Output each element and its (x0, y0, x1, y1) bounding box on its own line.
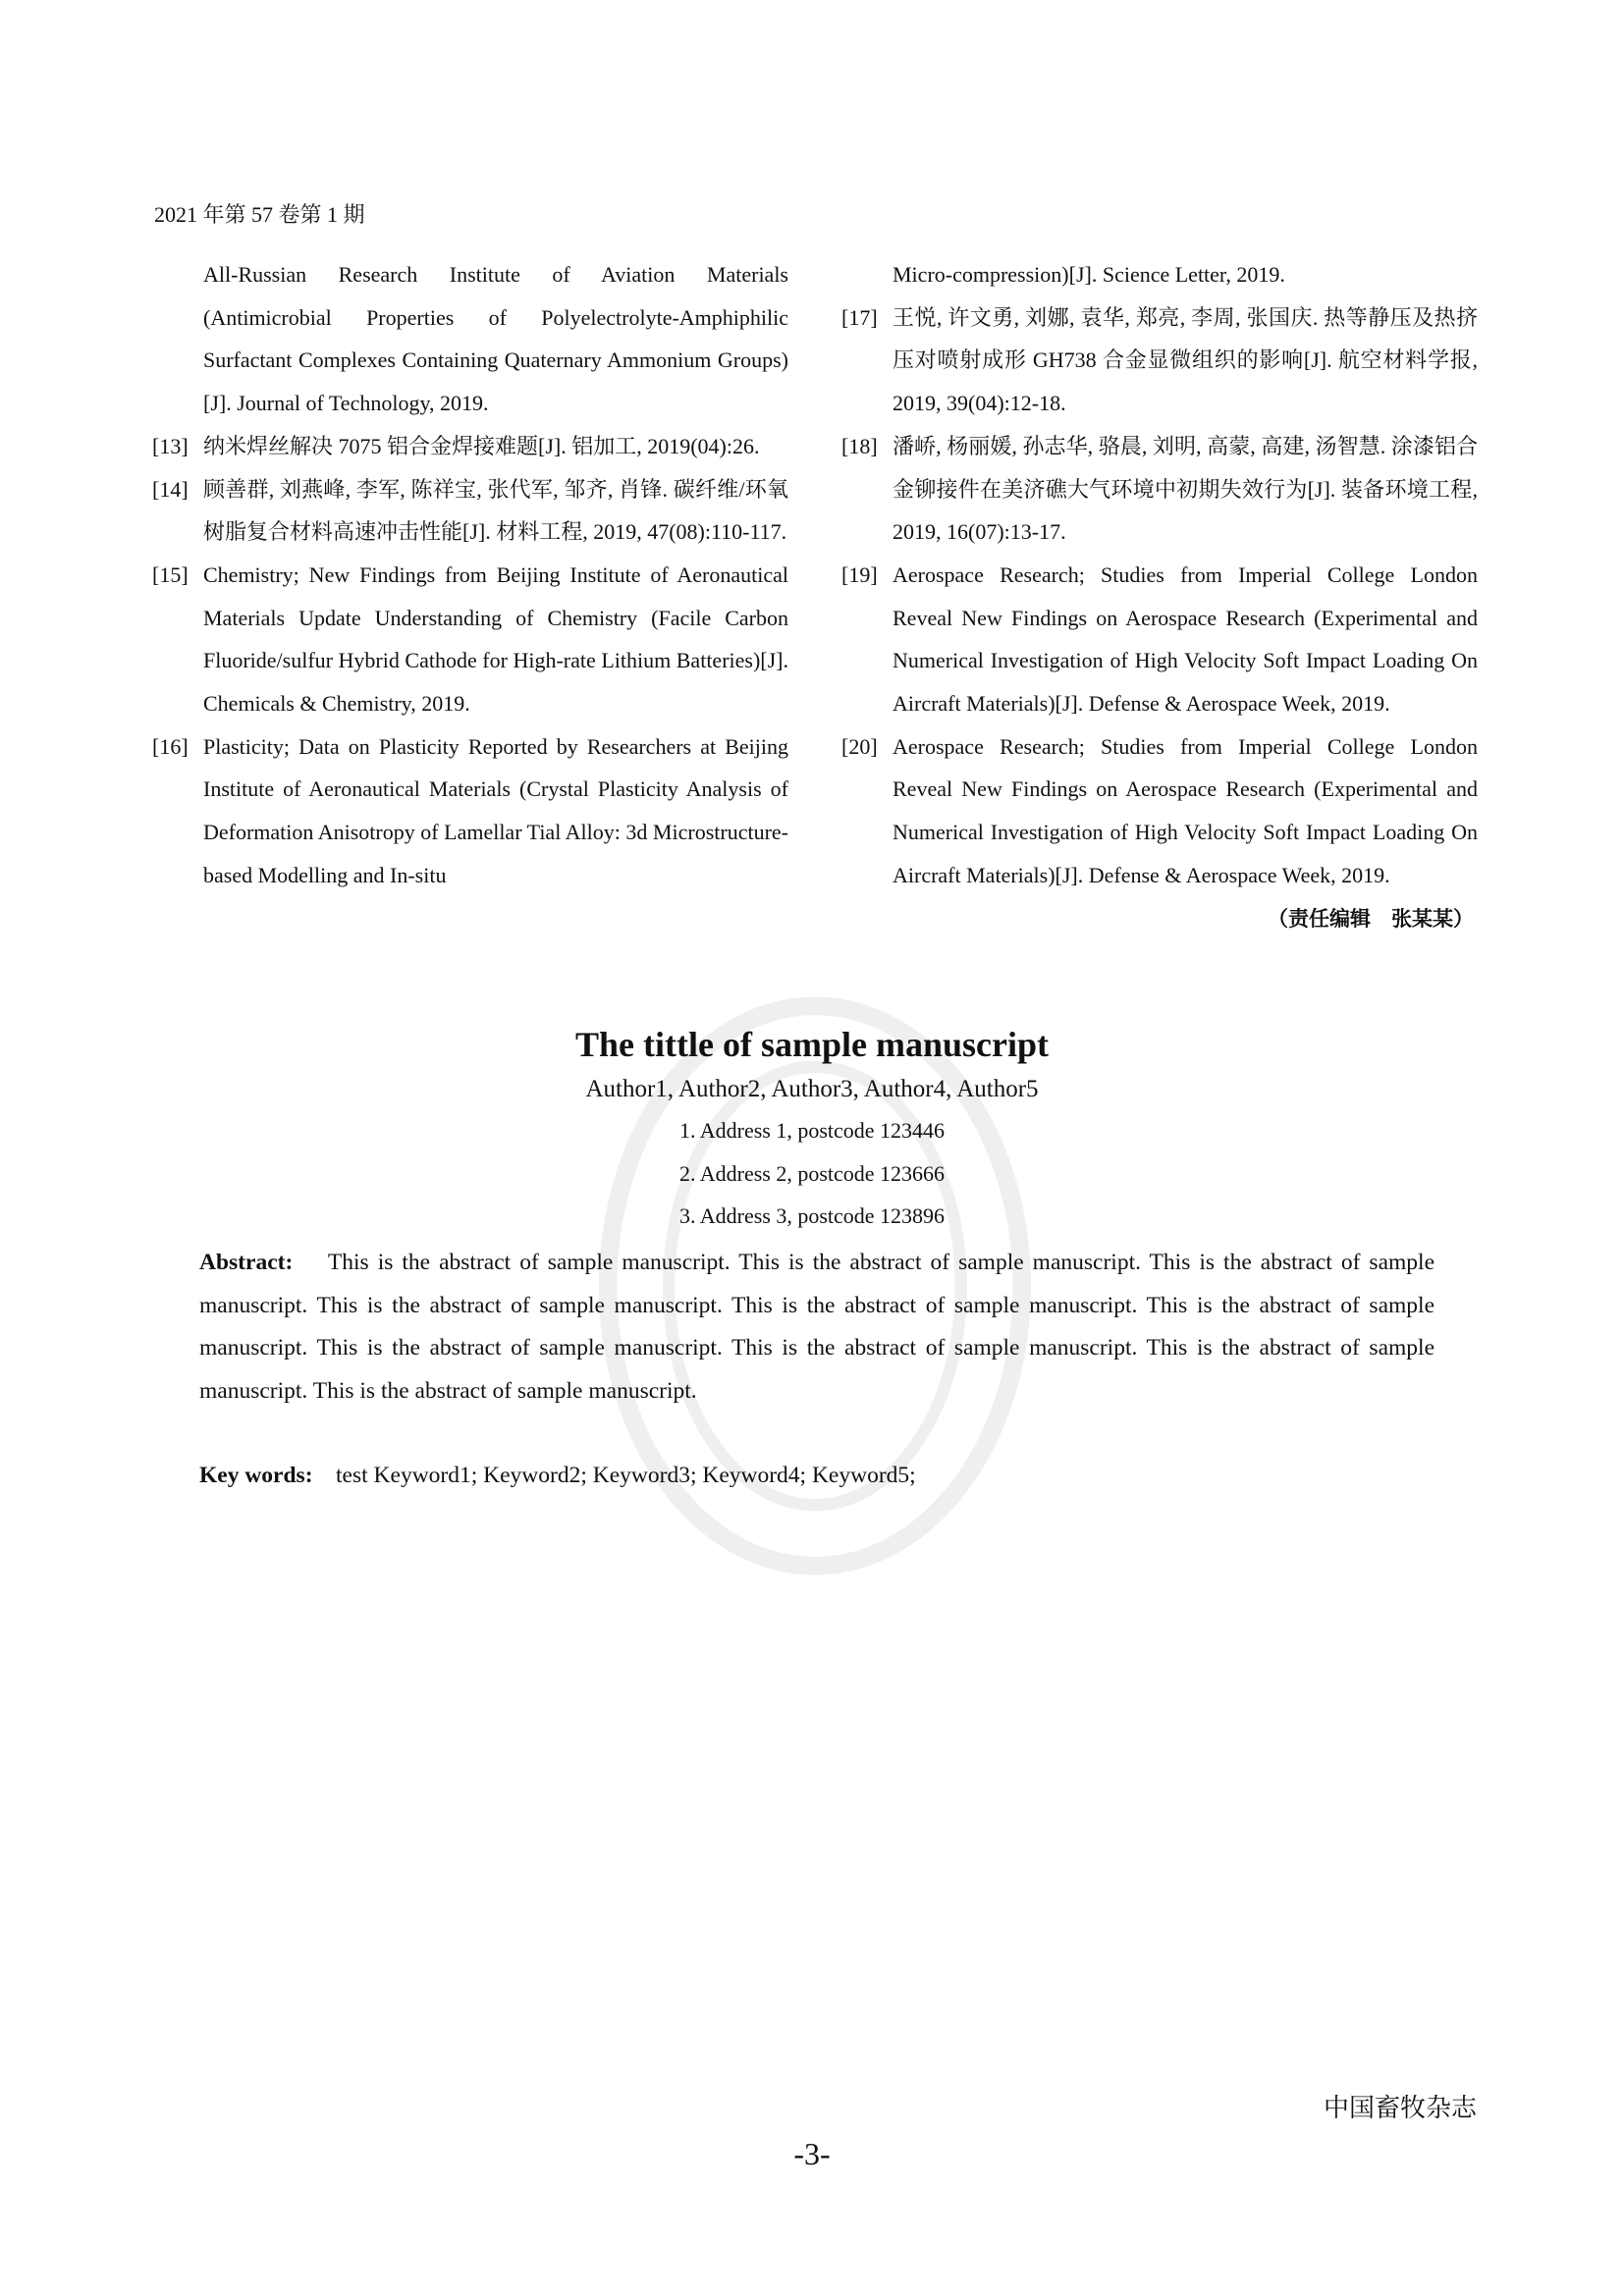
reference-number: [17] (841, 304, 878, 330)
reference-17 (841, 296, 1478, 425)
author-list: Author1, Author2, Author3, Author4, Author5 (585, 1076, 1039, 1102)
reference-19 (841, 554, 1478, 725)
issue-header: 2021 年第 57 卷第 1 期 (154, 202, 365, 227)
paper-title-block (0, 1021, 1624, 1238)
reference-number: [14] (152, 476, 189, 502)
reference-text: 顾善群, 刘燕峰, 李军, 陈祥宝, 张代军, 邹齐, 肖锋. 碳纤维/环氧树脂复合材料高速冲击性能[J]. 材料工程, 2019, 47(08):110-117. (203, 476, 788, 545)
reference-continuation: All-Russian Research Institute of Aviation Materials (Antimicrobial Properties of Polyelectrolyte-Amphiphilic Surfactant Complexes Containing Quaternary Ammonium Groups)[J]. Journal of Technology, 2019. (203, 262, 788, 416)
references-left-column (152, 253, 788, 897)
editor-note-text: （责任编辑 张某某） (1268, 906, 1474, 931)
reference-number: [18] (841, 433, 878, 458)
page-number: -3- (793, 2136, 831, 2171)
reference-15 (152, 554, 788, 725)
reference-continuation: Micro-compression)[J]. Science Letter, 2019. (893, 262, 1285, 287)
reference-text: 潘峤, 杨丽媛, 孙志华, 骆晨, 刘明, 高蒙, 高建, 汤智慧. 涂漆铝合金铆接件在美济礁大气环境中初期失效行为[J]. 装备环境工程, 2019, 16(07):13-17. (893, 433, 1478, 545)
address-line: 1. Address 1, postcode 123446 (678, 1118, 946, 1143)
journal-name: 中国畜牧杂志 (1323, 2094, 1477, 2122)
abstract-text: This is the abstract of sample manuscript. This is the abstract of sample manuscript. This is the abstract of sample manuscript. This is the abstract of sample manuscript. This is the abstract of sample manuscript. This is the abstract of sample manuscript. This is the abstract of sample manuscript. This is the abstract of sample manuscript. This is the abstract of sample manuscript. This is the abstract of sample manuscript. (199, 1250, 1435, 1405)
reference-18 (841, 425, 1478, 554)
keywords-label: Key words: (199, 1463, 313, 1488)
reference-number: [19] (841, 561, 878, 587)
abstract (199, 1242, 1435, 1414)
reference-text: Plasticity; Data on Plasticity Reported by Researchers at Beijing Institute of Aeronautical Materials (Crystal Plasticity Analysis of Deformation Anisotropy of Lamellar Tial Alloy: 3d Microstructure-based Modelling and In-situ (203, 733, 788, 887)
address-line: 2. Address 2, postcode 123666 (678, 1160, 946, 1186)
reference-number: [13] (152, 433, 189, 458)
reference-text: 纳米焊丝解决 7075 铝合金焊接难题[J]. 铝加工, 2019(04):26. (203, 433, 760, 458)
reference-text: Chemistry; New Findings from Beijing Institute of Aeronautical Materials Update Understanding of Chemistry (Facile Carbon Fluoride/sulfur Hybrid Cathode for High-rate Lithium Batteries)[J]. Chemicals & Chemistry, 2019. (203, 561, 788, 717)
reference-13 (152, 425, 788, 468)
reference-number: [15] (152, 561, 189, 587)
reference-20 (841, 725, 1478, 897)
reference-number: [20] (841, 733, 878, 759)
reference-number: [16] (152, 733, 189, 759)
keywords (199, 1455, 916, 1498)
address-line: 3. Address 3, postcode 123896 (678, 1203, 946, 1229)
reference-16 (152, 725, 788, 897)
keywords-text: test Keyword1; Keyword2; Keyword3; Keyword4; Keyword5; (336, 1463, 916, 1488)
reference-text: 王悦, 许文勇, 刘娜, 袁华, 郑亮, 李周, 张国庆. 热等静压及热挤压对喷射成形 GH738 合金显微组织的影响[J]. 航空材料学报, 2019, 39(04):12-18. (893, 304, 1478, 416)
paper-title: The tittle of sample manuscript (575, 1025, 1049, 1064)
reference-text: Aerospace Research; Studies from Imperial College London Reveal New Findings on Aerospace Research (Experimental and Numerical Investigation of High Velocity Soft Impact Loading On Aircraft Materials)[J]. Defense & Aerospace Week, 2019. (893, 561, 1478, 717)
abstract-label: Abstract: (199, 1250, 294, 1275)
reference-14 (152, 468, 788, 554)
editor-note (841, 897, 1478, 941)
reference-text: Aerospace Research; Studies from Imperial College London Reveal New Findings on Aerospace Research (Experimental and Numerical Investigation of High Velocity Soft Impact Loading On Aircraft Materials)[J]. Defense & Aerospace Week, 2019. (893, 733, 1478, 887)
references-right-column (841, 253, 1478, 940)
